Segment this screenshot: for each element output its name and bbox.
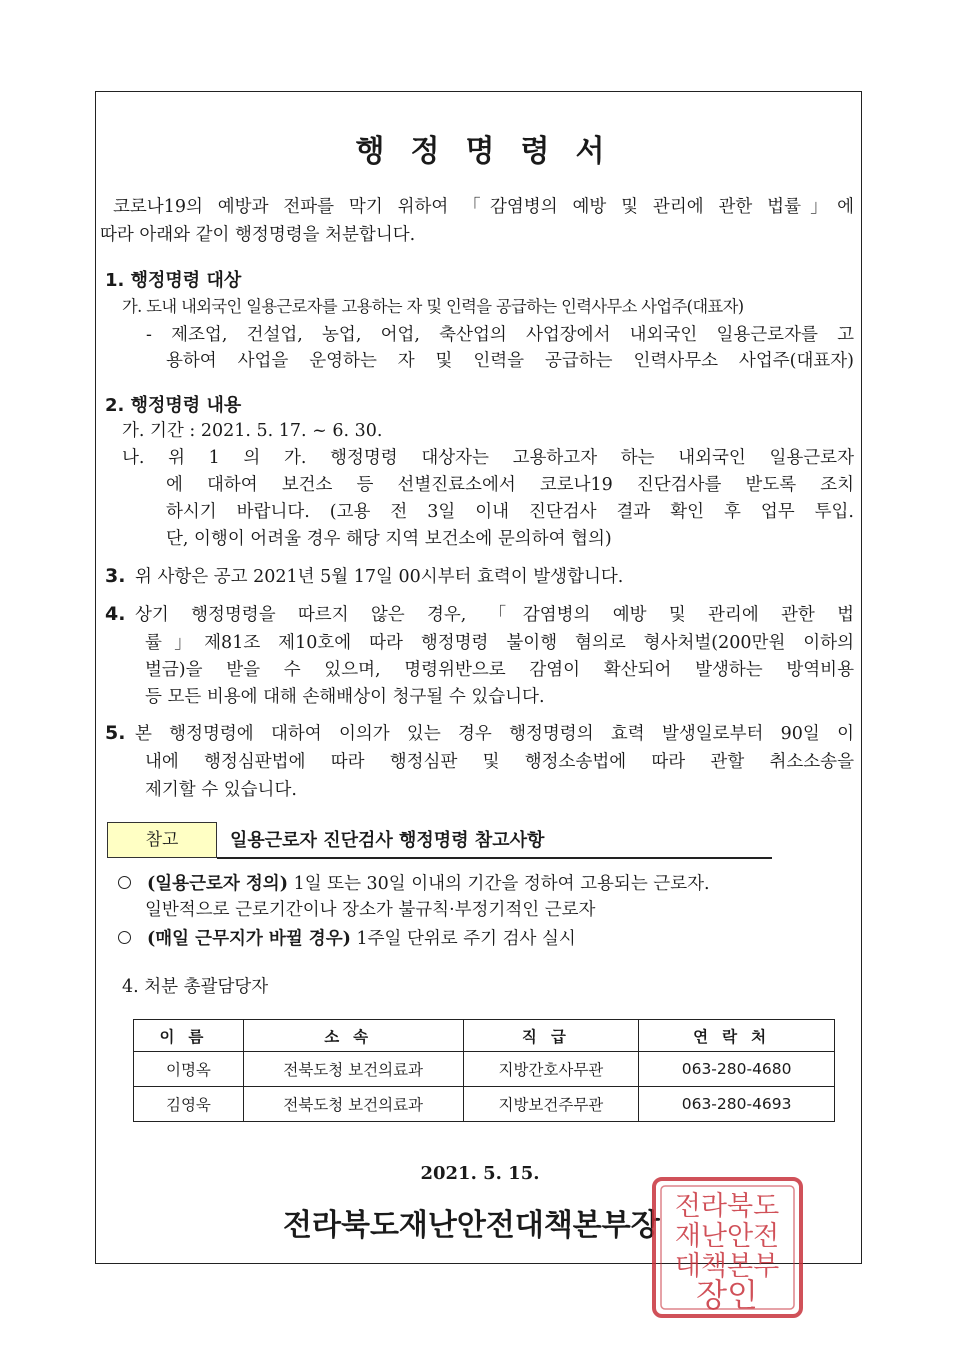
- reference-item-2-term: (매일 근무지가 바뀔 경우): [147, 929, 351, 949]
- contact-table: [133, 1019, 835, 1122]
- section2-item-na-line-4: 단, 이행이 어려울 경우 해당 지역 보건소에 문의하여 협의): [166, 529, 612, 549]
- section1-item-ga: 가. 도내 내외국인 일용근로자를 고용하는 자 및 인력을 공급하는 인력사무소 사업주(대표자): [122, 297, 744, 316]
- cell-affiliation: 전북도청 보건의료과: [243, 1052, 463, 1087]
- reference-item-2-text: 1주일 단위로 주기 검사 실시: [350, 929, 576, 949]
- intro-line-1: 코로나19의 예방과 전파를 막기 위하여 「감염병의 예방 및 관리에 관한 법률」에: [113, 197, 854, 217]
- section2-item-na-line-3: 하시기 바랍니다. (고용 전 3일 이내 진단검사 결과 확인 후 업무 투입.: [166, 502, 854, 522]
- contact-heading: 4. 처분 총괄담당자: [122, 977, 269, 997]
- reference-underline: [217, 857, 772, 859]
- intro-line-2: 따라 아래와 같이 행정명령을 처분합니다.: [100, 225, 416, 245]
- cell-position: 지방보건주무관: [463, 1087, 639, 1122]
- cell-phone: 063-280-4693: [639, 1087, 835, 1122]
- reference-item-1-text: 1일 또는 30일 이내의 기간을 정하여 고용되는 근로자.: [288, 874, 710, 894]
- section5-line-3: 제기할 수 있습니다.: [145, 780, 297, 800]
- reference-item-2: [118, 925, 576, 953]
- section5-number: 5.: [105, 722, 126, 744]
- cell-name: 김영욱: [134, 1087, 244, 1122]
- section2-item-ga: 가. 기간 : 2021. 5. 17. ~ 6. 30.: [122, 421, 383, 441]
- section3-text: 위 사항은 공고 2021년 5월 17일 00시부터 효력이 발생합니다.: [135, 567, 624, 587]
- cell-phone: 063-280-4680: [639, 1052, 835, 1087]
- reference-item-1-term: (일용근로자 정의): [147, 874, 288, 894]
- issue-date: 2021. 5. 15.: [420, 1163, 540, 1184]
- reference-item-1: [118, 870, 710, 898]
- header-affiliation: 소속: [243, 1020, 463, 1052]
- section4-number: 4.: [105, 603, 126, 625]
- section1-sub-line-1: - 제조업, 건설업, 농업, 어업, 축산업의 사업장에서 내외국인 일용근로자를 고: [146, 325, 854, 345]
- section2-item-na-line-1: 나. 위 1 의 가. 행정명령 대상자는 고용하고자 하는 내외국인 일용근로자: [122, 448, 854, 468]
- cell-name: 이명옥: [134, 1052, 244, 1087]
- seal-text-line-4: 장인: [696, 1276, 758, 1314]
- header-position: 직급: [463, 1020, 639, 1052]
- reference-title: 일용근로자 진단검사 행정명령 참고사항: [230, 830, 545, 851]
- cell-affiliation: 전북도청 보건의료과: [243, 1087, 463, 1122]
- seal-text-line-3: 대책본부: [674, 1251, 780, 1282]
- section1-sub-line-2: 용하여 사업을 운영하는 자 및 인력을 공급하는 인력사무소 사업주(대표자): [166, 351, 854, 371]
- section4-line-3: 벌금)을 받을 수 있으며, 명령위반으로 감염이 확산되어 발생하는 방역비용: [145, 660, 854, 680]
- header-name: 이름: [134, 1020, 244, 1052]
- seal-text-line-2: 재난안전: [674, 1221, 780, 1252]
- cell-position: 지방간호사무관: [463, 1052, 639, 1087]
- section5-line-2: 내에 행정심판법에 따라 행정심판 및 행정소송법에 따라 관할 취소소송을: [145, 752, 854, 772]
- section4-line-2: 률」제81조 제10호에 따라 행정명령 불이행 혐의로 형사처벌(200만원 이하의: [145, 633, 854, 653]
- hollow-circle-bullet-icon: [118, 931, 131, 944]
- section1-heading: 1. 행정명령 대상: [105, 270, 242, 291]
- seal-text-line-1: 전라북도: [674, 1191, 780, 1222]
- table-header-row: [134, 1020, 835, 1052]
- intro-paragraph: [113, 193, 854, 221]
- document-title: 행정명령서: [355, 134, 631, 169]
- official-seal: [650, 1175, 805, 1320]
- signature-authority: 전라북도재난안전대책본부장: [283, 1208, 660, 1243]
- section4-line-1: 상기 행정명령을 따르지 않은 경우, 「감염병의 예방 및 관리에 관한 법: [135, 605, 854, 625]
- table-row: [134, 1087, 835, 1122]
- section2-item-na-line-2: 에 대하여 보건소 등 선별진료소에서 코로나19 진단검사를 받도록 조치: [166, 475, 854, 495]
- table-row: [134, 1052, 835, 1087]
- hollow-circle-bullet-icon: [118, 876, 131, 889]
- reference-label: 참고: [107, 822, 217, 858]
- section4-line-4: 등 모든 비용에 대해 손해배상이 청구될 수 있습니다.: [145, 687, 545, 707]
- reference-item-1-line-2: 일반적으로 근로기간이나 장소가 불규칙·부정기적인 근로자: [145, 900, 596, 920]
- section2-heading: 2. 행정명령 내용: [105, 395, 242, 416]
- section5-line-1: 본 행정명령에 대하여 이의가 있는 경우 행정명령의 효력 발생일로부터 90일 이: [135, 724, 854, 744]
- header-phone: 연락처: [639, 1020, 835, 1052]
- section3-number: 3.: [105, 565, 126, 587]
